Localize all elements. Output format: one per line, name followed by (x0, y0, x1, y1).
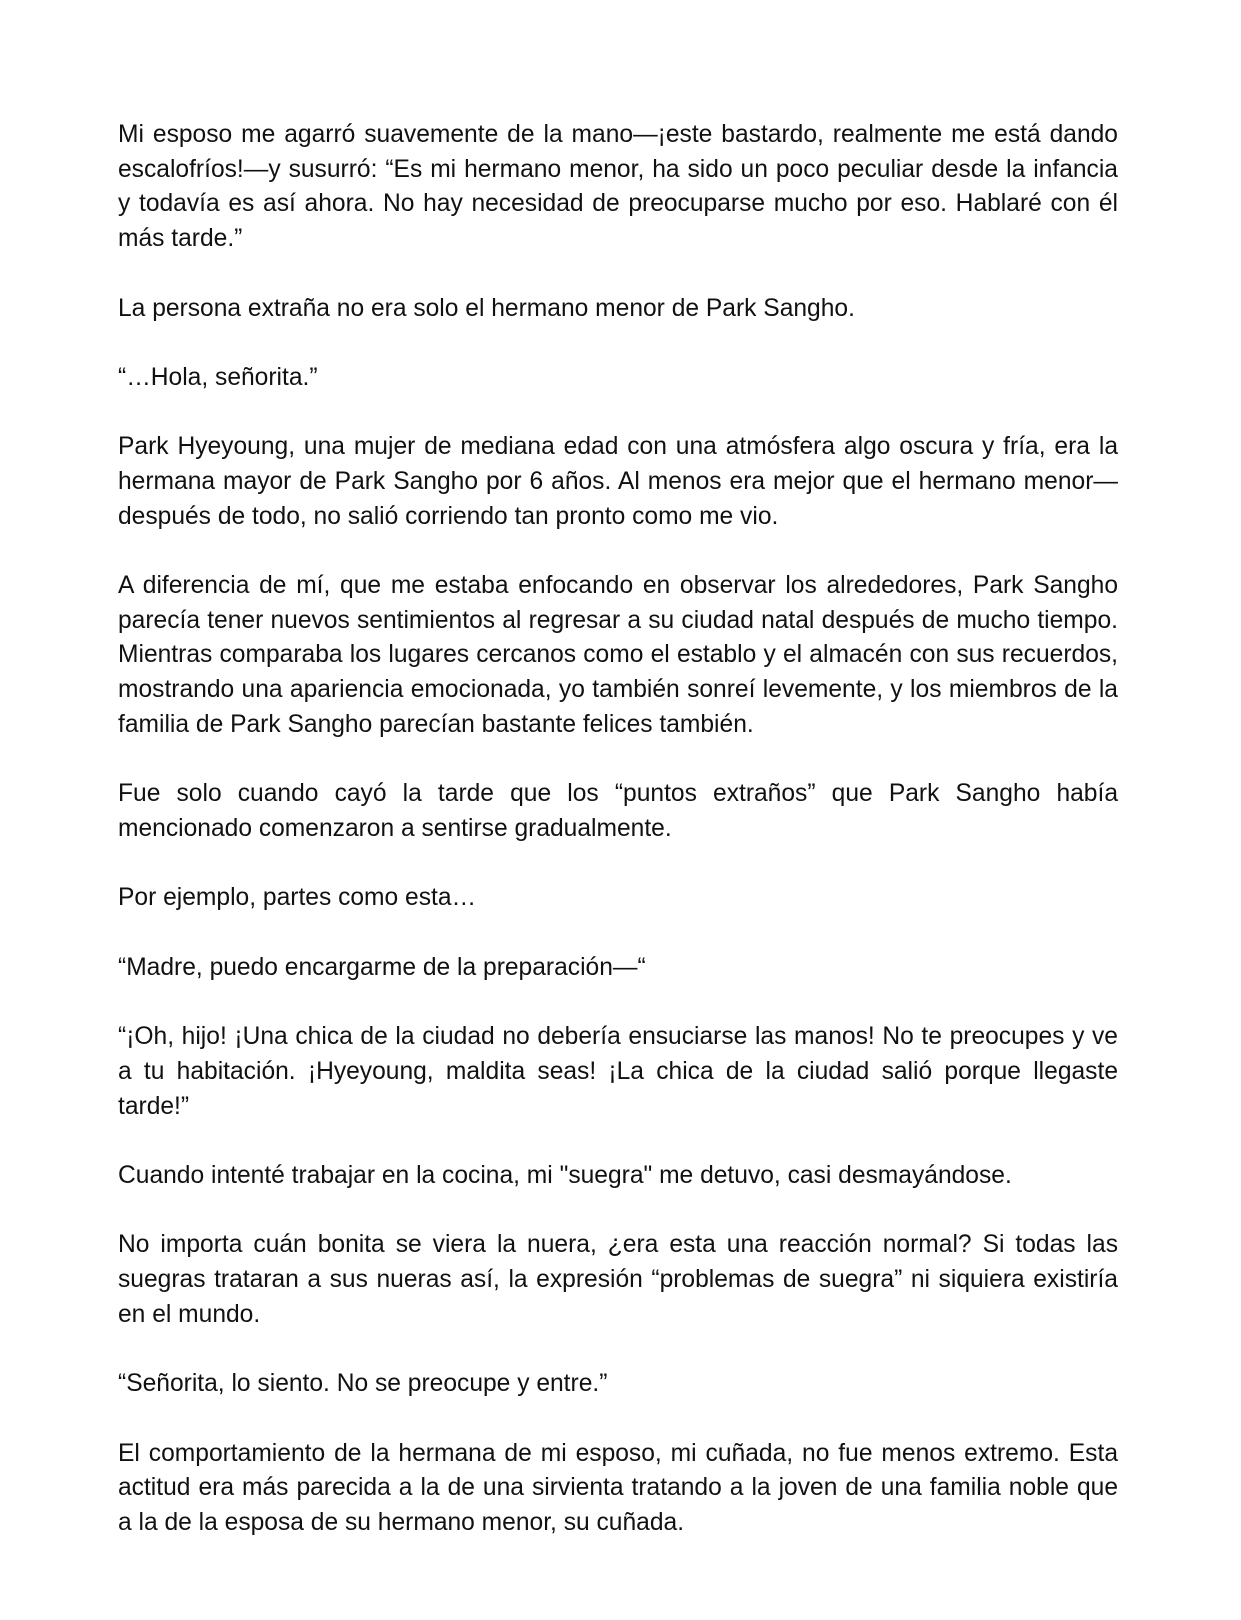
paragraph: “Señorita, lo siento. No se preocupe y entre.” (118, 1370, 608, 1398)
paragraph: “…Hola, señorita.” (118, 363, 318, 391)
paragraph: La persona extraña no era solo el hermano menor de Park Sangho. (118, 294, 855, 322)
paragraph: Cuando intenté trabajar en la cocina, mi "suegra" me detuvo, casi desmayándose. (118, 1161, 1012, 1189)
document-page (118, 118, 1118, 1575)
paragraph: Mi esposo me agarró suavemente de la mano—¡este bastardo, realmente me está dando escalofríos!—y susurró: “Es mi hermano menor, ha sido un poco peculiar desde la infancia y todavía es así ahora. No hay necesidad de preocuparse mucho por eso. Hablaré con él más tarde.” (118, 121, 1118, 253)
paragraph: Por ejemplo, partes como esta… (118, 884, 477, 912)
paragraph: “Madre, puedo encargarme de la preparación—“ (118, 953, 646, 981)
paragraph: Park Hyeyoung, una mujer de mediana edad con una atmósfera algo oscura y fría, era la hermana mayor de Park Sangho por 6 años. Al menos era mejor que el hermano menor—después de todo, no salió corriendo tan pronto como me vio. (118, 433, 1118, 530)
paragraph: A diferencia de mí, que me estaba enfocando en observar los alrededores, Park Sangho parecía tener nuevos sentimientos al regresar a su ciudad natal después de mucho tiempo. Mientras comparaba los lugares cercanos como el establo y el almacén con sus recuerdos, mostrando una apariencia emocionada, yo también sonreí levemente, y los miembros de la familia de Park Sangho parecían bastante felices también. (118, 572, 1118, 738)
paragraph: “¡Oh, hijo! ¡Una chica de la ciudad no debería ensuciarse las manos! No te preocupes y ve a tu habitación. ¡Hyeyoung, maldita seas! ¡La chica de la ciudad salió porque llegaste tarde!” (118, 1023, 1118, 1120)
paragraph: El comportamiento de la hermana de mi esposo, mi cuñada, no fue menos extremo. Esta actitud era más parecida a la de una sirvienta tratando a la joven de una familia noble que a la de la esposa de su hermano menor, su cuñada. (118, 1439, 1118, 1536)
paragraph: Fue solo cuando cayó la tarde que los “puntos extraños” que Park Sangho había mencionado comenzaron a sentirse gradualmente. (118, 780, 1118, 842)
paragraph: No importa cuán bonita se viera la nuera, ¿era esta una reacción normal? Si todas las suegras trataran a sus nueras así, la expresión “problemas de suegra” ni siquiera existiría en el mundo. (118, 1231, 1118, 1328)
